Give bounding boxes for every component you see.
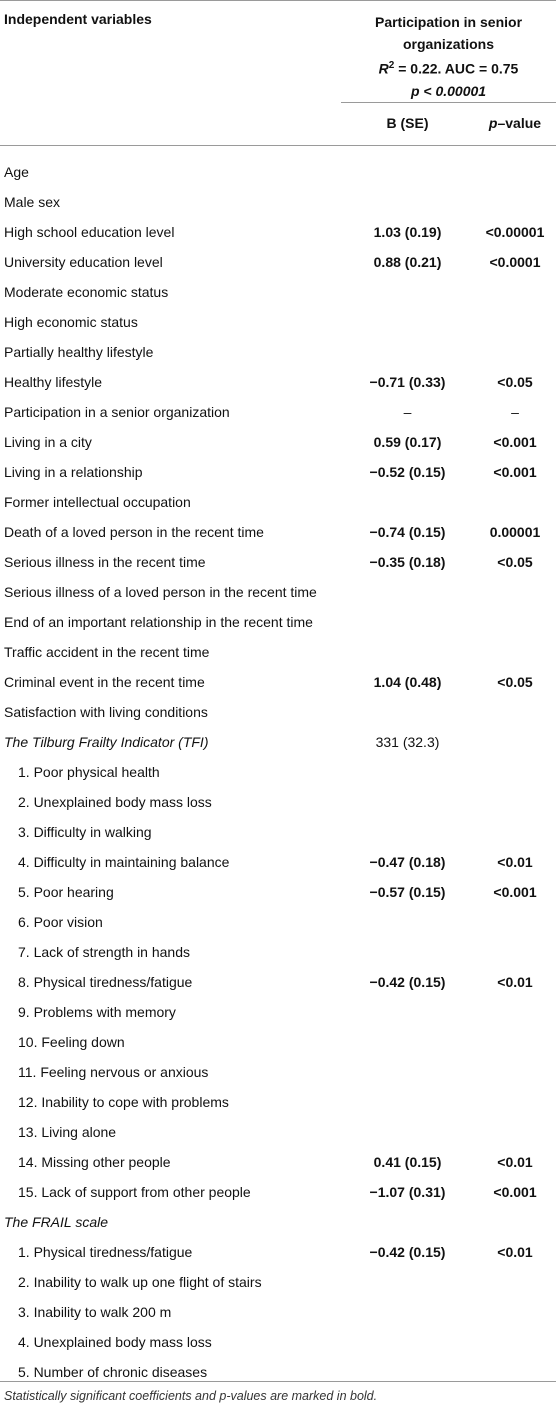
row-label: Former intellectual occupation xyxy=(4,494,191,510)
row-label: Traffic accident in the recent time xyxy=(4,644,210,660)
row-label: Participation in a senior organization xyxy=(4,404,230,420)
table-row xyxy=(0,1237,556,1267)
p-value-cell: <0.05 xyxy=(497,374,533,390)
coefficient-cell: 331 (32.3) xyxy=(375,734,440,750)
coefficient-cell: 0.88 (0.21) xyxy=(373,254,442,270)
table-row xyxy=(0,517,556,547)
table-row xyxy=(0,367,556,397)
row-label: High economic status xyxy=(4,314,138,330)
p-value-cell: <0.0001 xyxy=(489,254,541,270)
table-row xyxy=(0,907,556,937)
table-row xyxy=(0,607,556,637)
row-label: Criminal event in the recent time xyxy=(4,674,205,690)
table-row xyxy=(0,937,556,967)
model-fit-values: = 0.22. AUC = 0.75 xyxy=(394,60,519,77)
table-row xyxy=(0,1117,556,1147)
coefficient-cell: −0.42 (0.15) xyxy=(369,1244,446,1260)
table-row xyxy=(0,727,556,757)
table-row xyxy=(0,427,556,457)
row-label: Partially healthy lifestyle xyxy=(4,344,154,360)
row-label: 1. Physical tiredness/fatigue xyxy=(18,1244,193,1260)
row-label: 1. Poor physical health xyxy=(18,764,160,780)
coefficient-cell: −0.57 (0.15) xyxy=(369,884,446,900)
table-row xyxy=(0,247,556,277)
table-row xyxy=(0,667,556,697)
table-row xyxy=(0,217,556,247)
row-label: 4. Difficulty in maintaining balance xyxy=(18,854,230,870)
coefficient-cell: – xyxy=(403,404,412,420)
row-label: 2. Inability to walk up one flight of stairs xyxy=(18,1274,262,1290)
table-row xyxy=(0,817,556,847)
table-row xyxy=(0,637,556,667)
p-value-cell: 0.00001 xyxy=(489,524,541,540)
table-row xyxy=(0,997,556,1027)
table-row xyxy=(0,187,556,217)
table-row xyxy=(0,1177,556,1207)
row-label: Living in a city xyxy=(4,434,92,450)
row-label: University education level xyxy=(4,254,163,270)
table-row xyxy=(0,1297,556,1327)
row-label: The Tilburg Frailty Indicator (TFI) xyxy=(4,734,209,750)
row-label: 8. Physical tiredness/fatigue xyxy=(18,974,193,990)
table-row xyxy=(0,1087,556,1117)
table-row xyxy=(0,1147,556,1177)
row-label: The FRAIL scale xyxy=(4,1214,109,1230)
outcome-title-line-1: Participation in senior xyxy=(374,14,523,30)
table-row xyxy=(0,1057,556,1087)
row-label: 3. Inability to walk 200 m xyxy=(18,1304,172,1320)
p-value-cell: <0.001 xyxy=(493,884,537,900)
coefficient-cell: 0.41 (0.15) xyxy=(373,1154,442,1170)
p-value-cell: <0.00001 xyxy=(485,224,545,240)
coefficient-cell: 1.04 (0.48) xyxy=(373,674,442,690)
p-value-suffix: –value xyxy=(497,115,542,131)
row-label: 15. Lack of support from other people xyxy=(18,1184,251,1200)
table-row xyxy=(0,157,556,187)
table-row xyxy=(0,757,556,787)
coefficient-cell: −0.74 (0.15) xyxy=(369,524,446,540)
row-label: 11. Feeling nervous or anxious xyxy=(18,1064,209,1080)
coefficient-cell: −0.52 (0.15) xyxy=(369,464,446,480)
p-symbol: p xyxy=(488,115,498,131)
p-value-cell: <0.05 xyxy=(497,674,533,690)
coefficient-cell: −0.42 (0.15) xyxy=(369,974,446,990)
p-value-cell: <0.001 xyxy=(493,464,537,480)
header-bottom-rule xyxy=(0,145,556,146)
row-label: 4. Unexplained body mass loss xyxy=(18,1334,212,1350)
row-label: 5. Number of chronic diseases xyxy=(18,1364,208,1380)
model-p-value: p < 0.00001 xyxy=(410,82,487,99)
p-value-cell: <0.05 xyxy=(497,554,533,570)
row-label: 14. Missing other people xyxy=(18,1154,171,1170)
row-label: Death of a loved person in the recent time xyxy=(4,524,264,540)
row-label: Moderate economic status xyxy=(4,284,169,300)
table-row xyxy=(0,487,556,517)
row-label: 3. Difficulty in walking xyxy=(18,824,152,840)
row-label: 9. Problems with memory xyxy=(18,1004,176,1020)
row-label: Serious illness in the recent time xyxy=(4,554,206,570)
row-label: 2. Unexplained body mass loss xyxy=(18,794,212,810)
row-label: 5. Poor hearing xyxy=(18,884,114,900)
row-label: Satisfaction with living conditions xyxy=(4,704,208,720)
table-row xyxy=(0,397,556,427)
coefficient-cell: −1.07 (0.31) xyxy=(369,1184,446,1200)
p-value-cell: <0.01 xyxy=(497,1154,533,1170)
row-label: Male sex xyxy=(4,194,61,210)
coefficient-cell: 0.59 (0.17) xyxy=(373,434,442,450)
row-label: Living in a relationship xyxy=(4,464,143,480)
row-label: Age xyxy=(4,164,29,180)
independent-variables-header: Independent variables xyxy=(4,11,152,27)
row-label: 10. Feeling down xyxy=(18,1034,125,1050)
table-row xyxy=(0,1357,556,1387)
coefficient-cell: −0.35 (0.18) xyxy=(369,554,446,570)
r-squared-exponent: 2 xyxy=(388,60,395,71)
table-row xyxy=(0,337,556,367)
table-row xyxy=(0,967,556,997)
row-label: 13. Living alone xyxy=(18,1124,117,1140)
row-label: Healthy lifestyle xyxy=(4,374,103,390)
row-label: 12. Inability to cope with problems xyxy=(18,1094,229,1110)
row-label: End of an important relationship in the recent time xyxy=(4,614,313,630)
r-squared-symbol: R xyxy=(378,60,389,77)
column-header-b-se: B (SE) xyxy=(386,115,429,131)
row-label: 6. Poor vision xyxy=(18,914,103,930)
table-bottom-rule xyxy=(0,1381,556,1382)
table-row xyxy=(0,277,556,307)
row-label: High school education level xyxy=(4,224,175,240)
group-header-rule xyxy=(341,102,556,103)
table-body xyxy=(0,157,556,1387)
table-row xyxy=(0,1027,556,1057)
table-row xyxy=(0,457,556,487)
table-row xyxy=(0,697,556,727)
row-label: Serious illness of a loved person in the recent time xyxy=(4,584,317,600)
coefficient-cell: −0.47 (0.18) xyxy=(369,854,446,870)
model-fit-stats xyxy=(341,55,556,80)
p-value-cell: <0.01 xyxy=(497,1244,533,1260)
outcome-title-line-2: organizations xyxy=(402,36,494,52)
table-top-rule xyxy=(0,0,556,1)
coefficient-cell: 1.03 (0.19) xyxy=(373,224,442,240)
table-row xyxy=(0,877,556,907)
table-row xyxy=(0,307,556,337)
row-label: 7. Lack of strength in hands xyxy=(18,944,190,960)
table-row xyxy=(0,547,556,577)
p-value-cell: <0.001 xyxy=(493,434,537,450)
p-value-cell: <0.001 xyxy=(493,1184,537,1200)
p-value-cell: – xyxy=(511,404,519,420)
p-value-cell: <0.01 xyxy=(497,854,533,870)
p-value-cell: <0.01 xyxy=(497,974,533,990)
table-row xyxy=(0,1327,556,1357)
table-row xyxy=(0,787,556,817)
column-header-p-value xyxy=(474,115,556,131)
table-footnote: Statistically significant coefficients and p-values are marked in bold. xyxy=(4,1389,378,1403)
coefficient-cell: −0.71 (0.33) xyxy=(369,374,446,390)
table-row xyxy=(0,1207,556,1237)
table-row xyxy=(0,577,556,607)
table-row xyxy=(0,1267,556,1297)
outcome-group-header xyxy=(341,11,556,102)
table-row xyxy=(0,847,556,877)
